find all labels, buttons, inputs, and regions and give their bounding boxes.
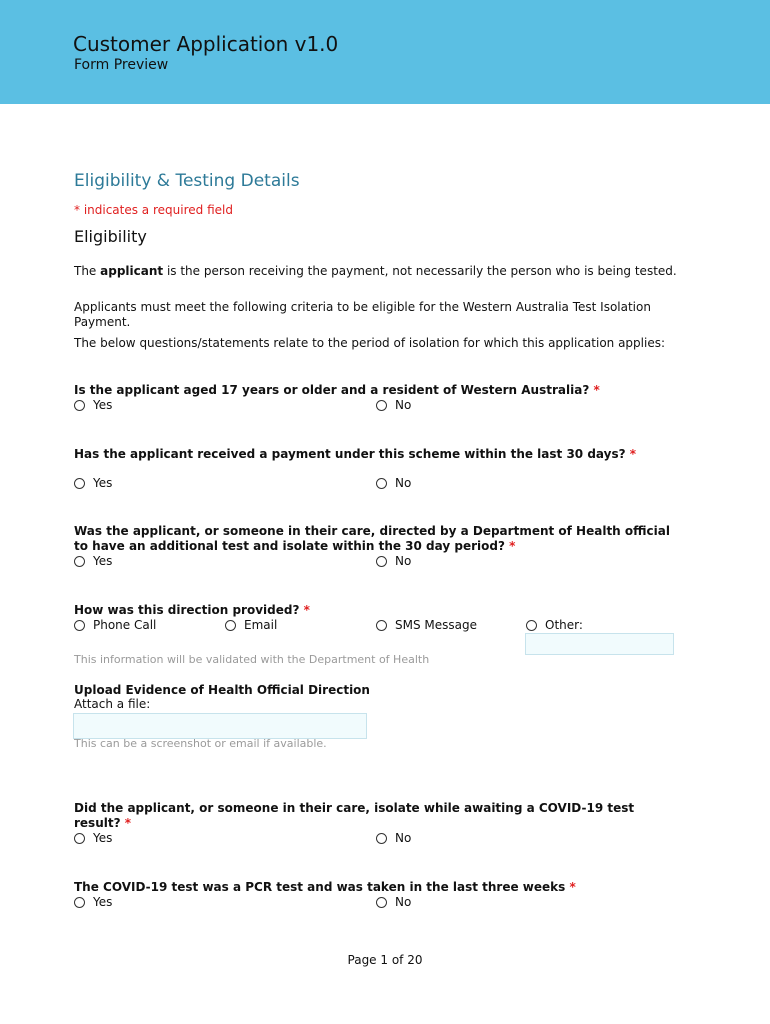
eligibility-heading: Eligibility <box>74 227 147 246</box>
option-age-yes[interactable]: Yes <box>74 398 112 412</box>
radio-icon[interactable] <box>225 620 236 631</box>
page-number: Page 1 of 20 <box>347 953 423 967</box>
radio-icon[interactable] <box>74 556 85 567</box>
question-directed-test: Was the applicant, or someone in their care, directed by a Department of Health official to have an additional test and isolate within the 30 day period? * <box>74 524 670 553</box>
radio-icon[interactable] <box>74 897 85 908</box>
required-note: * indicates a required field <box>74 203 233 217</box>
required-marker: * <box>593 383 600 397</box>
option-payment-no[interactable]: No <box>376 476 411 490</box>
option-phone-call[interactable]: Phone Call <box>74 618 156 632</box>
upload-label: Upload Evidence of Health Official Direction <box>74 683 370 697</box>
radio-icon[interactable] <box>376 833 387 844</box>
intro-paragraph-1: The applicant is the person receiving the payment, not necessarily the person who is being tested. <box>74 264 677 278</box>
validation-hint: This information will be validated with the Department of Health <box>74 653 430 666</box>
radio-icon[interactable] <box>376 400 387 411</box>
radio-icon[interactable] <box>74 833 85 844</box>
radio-icon[interactable] <box>74 478 85 489</box>
question-age-residency: Is the applicant aged 17 years or older and a resident of Western Australia? * <box>74 383 600 397</box>
option-email[interactable]: Email <box>225 618 277 632</box>
required-marker: * <box>569 880 576 894</box>
radio-icon[interactable] <box>376 620 387 631</box>
radio-icon[interactable] <box>74 620 85 631</box>
intro-paragraph-3: The below questions/statements relate to the period of isolation for which this application applies: <box>74 336 666 350</box>
required-marker: * <box>124 816 132 830</box>
radio-icon[interactable] <box>74 400 85 411</box>
question-pcr-test: The COVID-19 test was a PCR test and was taken in the last three weeks * <box>74 880 576 894</box>
radio-icon[interactable] <box>376 556 387 567</box>
app-title: Customer Application v1.0 <box>73 32 339 56</box>
option-directed-no[interactable]: No <box>376 554 411 568</box>
radio-icon[interactable] <box>376 478 387 489</box>
question-prior-payment: Has the applicant received a payment under this scheme within the last 30 days? * <box>74 447 637 461</box>
radio-icon[interactable] <box>376 897 387 908</box>
applicant-term: applicant <box>100 264 164 278</box>
section-title: Eligibility & Testing Details <box>74 171 300 191</box>
header-banner <box>0 0 770 104</box>
option-pcr-no[interactable]: No <box>376 895 411 909</box>
upload-hint: This can be a screenshot or email if available. <box>74 737 327 750</box>
option-age-no[interactable]: No <box>376 398 411 412</box>
required-marker: * <box>509 539 516 553</box>
option-isolate-no[interactable]: No <box>376 831 411 845</box>
other-text-input[interactable] <box>525 633 674 655</box>
radio-icon[interactable] <box>526 620 537 631</box>
option-directed-yes[interactable]: Yes <box>74 554 112 568</box>
question-isolate-awaiting: Did the applicant, or someone in their care, isolate while awaiting a COVID-19 test result? * <box>74 801 635 830</box>
option-isolate-yes[interactable]: Yes <box>74 831 112 845</box>
required-marker: * <box>303 603 310 617</box>
option-pcr-yes[interactable]: Yes <box>74 895 112 909</box>
question-direction-method: How was this direction provided? * <box>74 603 310 617</box>
file-upload-field[interactable] <box>73 713 367 739</box>
option-other[interactable]: Other: <box>526 618 583 632</box>
attach-file-label: Attach a file: <box>74 697 151 711</box>
app-subtitle: Form Preview <box>74 57 169 73</box>
required-marker: * <box>629 447 637 461</box>
intro-paragraph-2: Applicants must meet the following criteria to be eligible for the Western Australia Test Isolation Payment. <box>74 300 651 329</box>
option-payment-yes[interactable]: Yes <box>74 476 112 490</box>
option-sms[interactable]: SMS Message <box>376 618 477 632</box>
